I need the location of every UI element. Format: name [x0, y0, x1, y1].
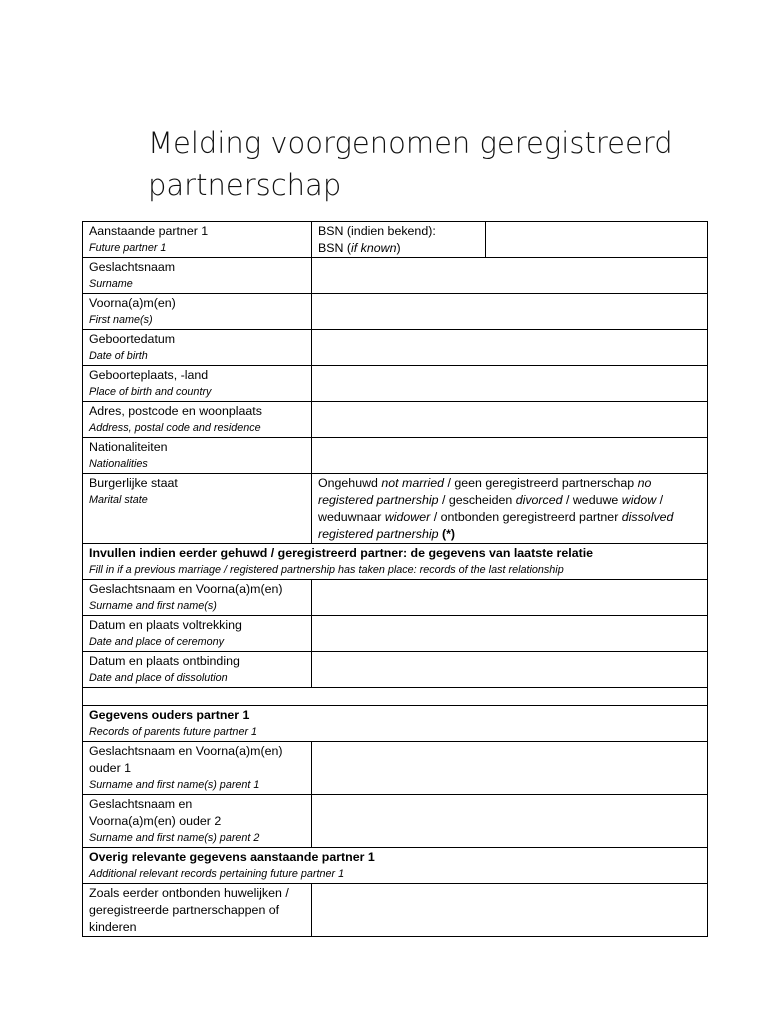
- first-names-input-cell[interactable]: [312, 294, 708, 330]
- marital-opt-4-en: widow: [621, 493, 657, 507]
- birth-date-input-cell[interactable]: [312, 330, 708, 366]
- bsn-label-en: [318, 241, 401, 255]
- partner-form-table: [82, 221, 708, 937]
- parents-heading-row: [83, 706, 708, 742]
- bsn-en-prefix: BSN (: [318, 241, 352, 255]
- other-details-label-c: kinderen: [89, 920, 137, 934]
- ceremony-label-nl: Datum en plaats voltrekking: [89, 618, 242, 632]
- address-label-nl: Adres, postcode en woonplaats: [89, 404, 262, 418]
- marital-opt-2-nl: / geen geregistreerd partnerschap: [444, 476, 638, 490]
- parent-1-label-nl-a: Geslachtsnaam en Voorna(a)m(en): [89, 744, 283, 758]
- other-heading-nl: Overig relevante gegevens aanstaande partner 1: [89, 850, 375, 864]
- marital-opt-1-nl: Ongehuwd: [318, 476, 382, 490]
- parent-2-row: [83, 795, 708, 848]
- previous-name-input-cell[interactable]: [312, 580, 708, 616]
- parent-1-label: [83, 742, 312, 795]
- partner-label-cell: [83, 222, 312, 258]
- parent-1-input-cell[interactable]: [312, 742, 708, 795]
- bsn-en-italic: if known: [351, 241, 397, 255]
- birth-place-row: [83, 366, 708, 402]
- bsn-label-nl: BSN (indien bekend):: [318, 224, 436, 238]
- dissolution-label-en: Date and place of dissolution: [89, 672, 228, 684]
- previous-name-label-nl: Geslachtsnaam en Voorna(a)m(en): [89, 582, 283, 596]
- dissolution-label: [83, 652, 312, 688]
- marital-state-label-nl: Burgerlijke staat: [89, 476, 178, 490]
- surname-label: [83, 258, 312, 294]
- bsn-en-suffix: ): [396, 241, 401, 255]
- parents-heading-nl: Gegevens ouders partner 1: [89, 708, 250, 722]
- parent-2-input-cell[interactable]: [312, 795, 708, 848]
- marital-opt-6-nl: / ontbonden geregistreerd partner: [430, 510, 622, 524]
- previous-heading-en: Fill in if a previous marriage / registered partnership has taken place: records of the last relationship: [89, 564, 564, 576]
- birth-date-row: [83, 330, 708, 366]
- bsn-input-cell[interactable]: [486, 222, 708, 258]
- parent-1-row: [83, 742, 708, 795]
- marital-state-label: [83, 474, 312, 544]
- marital-state-options[interactable]: [312, 474, 708, 544]
- previous-heading-row: [83, 544, 708, 580]
- dissolution-row: [83, 652, 708, 688]
- spacer-cell: [83, 688, 708, 706]
- title-line-1: Melding voorgenomen geregistreerd: [148, 126, 673, 160]
- nationalities-label: [83, 438, 312, 474]
- ceremony-label-en: Date and place of ceremony: [89, 636, 225, 648]
- marital-state-row: [83, 474, 708, 544]
- address-label-en: Address, postal code and residence: [89, 422, 261, 434]
- parent-1-label-nl-b: ouder 1: [89, 761, 132, 775]
- ceremony-row: [83, 616, 708, 652]
- marital-opt-5-en: widower: [384, 510, 431, 524]
- first-names-label-en: First name(s): [89, 314, 153, 326]
- birth-place-label-nl: Geboorteplaats, -land: [89, 368, 209, 382]
- header-row: [83, 222, 708, 258]
- title-line-2: partnerschap: [148, 168, 342, 202]
- page-title: [148, 122, 728, 206]
- other-details-label-a: Zoals eerder ontbonden huwelijken /: [89, 886, 289, 900]
- nationalities-label-en: Nationalities: [89, 458, 148, 470]
- address-input-cell[interactable]: [312, 402, 708, 438]
- parent-2-label: [83, 795, 312, 848]
- other-heading-row: [83, 848, 708, 884]
- parents-heading-cell: [83, 706, 708, 742]
- first-names-label-nl: Voorna(a)m(en): [89, 296, 176, 310]
- nationalities-row: [83, 438, 708, 474]
- first-names-row: [83, 294, 708, 330]
- ceremony-input-cell[interactable]: [312, 616, 708, 652]
- ceremony-label: [83, 616, 312, 652]
- surname-row: [83, 258, 708, 294]
- birth-date-label-en: Date of birth: [89, 350, 148, 362]
- other-details-label: [83, 884, 312, 937]
- birth-date-label-nl: Geboortedatum: [89, 332, 176, 346]
- birth-place-label-en: Place of birth and country: [89, 386, 212, 398]
- birth-date-label: [83, 330, 312, 366]
- spacer-row: [83, 688, 708, 706]
- marital-asterisk: (*): [438, 527, 456, 541]
- marital-opt-3-en: divorced: [515, 493, 563, 507]
- partner-label-nl: Aanstaande partner 1: [89, 224, 209, 238]
- surname-label-en: Surname: [89, 278, 133, 290]
- previous-heading-cell: [83, 544, 708, 580]
- other-details-row: [83, 884, 708, 937]
- marital-opt-5-nl: / weduwnaar: [318, 493, 664, 524]
- partner-label-en: Future partner 1: [89, 242, 167, 254]
- marital-opt-2-en: no registered partnership: [318, 476, 652, 507]
- other-details-input-cell[interactable]: [312, 884, 708, 937]
- marital-opt-4-nl: / weduwe: [562, 493, 622, 507]
- other-details-label-b: geregistreerde partnerschappen of: [89, 903, 280, 917]
- parent-2-label-nl-b: Voorna(a)m(en) ouder 2: [89, 814, 222, 828]
- address-label: [83, 402, 312, 438]
- previous-name-label-en: Surname and first name(s): [89, 600, 217, 612]
- previous-name-label: [83, 580, 312, 616]
- marital-opt-6-en: dissolved registered partnership: [318, 510, 674, 541]
- surname-label-nl: Geslachtsnaam: [89, 260, 176, 274]
- previous-heading-nl: Invullen indien eerder gehuwd / geregistreerd partner: de gegevens van laatste relatie: [89, 546, 594, 560]
- previous-name-row: [83, 580, 708, 616]
- parent-2-label-nl-a: Geslachtsnaam en: [89, 797, 193, 811]
- parents-heading-en: Records of parents future partner 1: [89, 726, 258, 738]
- nationalities-label-nl: Nationaliteiten: [89, 440, 168, 454]
- birth-place-input-cell[interactable]: [312, 366, 708, 402]
- marital-opt-1-en: not married: [381, 476, 445, 490]
- parent-2-label-en: Surname and first name(s) parent 2: [89, 832, 260, 844]
- surname-input-cell[interactable]: [312, 258, 708, 294]
- other-heading-en: Additional relevant records pertaining future partner 1: [89, 868, 345, 880]
- dissolution-label-nl: Datum en plaats ontbinding: [89, 654, 240, 668]
- marital-state-label-en: Marital state: [89, 494, 148, 506]
- marital-opt-3-nl: / gescheiden: [438, 493, 516, 507]
- dissolution-input-cell[interactable]: [312, 652, 708, 688]
- parent-1-label-en: Surname and first name(s) parent 1: [89, 779, 260, 791]
- other-heading-cell: [83, 848, 708, 884]
- bsn-label-cell: [312, 222, 486, 258]
- nationalities-input-cell[interactable]: [312, 438, 708, 474]
- birth-place-label: [83, 366, 312, 402]
- address-row: [83, 402, 708, 438]
- first-names-label: [83, 294, 312, 330]
